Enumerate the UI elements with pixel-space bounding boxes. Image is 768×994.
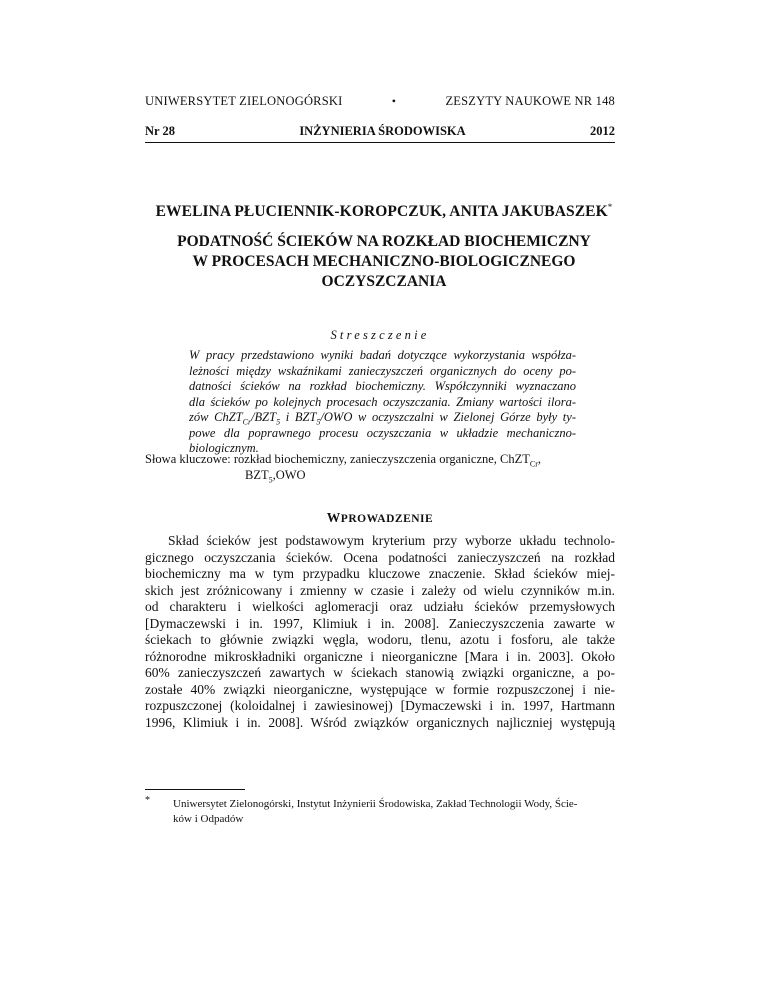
- abstract-text-run: /BZT: [251, 410, 277, 424]
- header-separator: •: [391, 94, 397, 108]
- keywords-text: ,OWO: [272, 468, 306, 482]
- abstract-line: dla ścieków po kolejnych procesach oczyszczania. Zmiany wartości ilora-: [189, 394, 576, 409]
- subscript: 5: [316, 417, 321, 427]
- body-line: skich jest zróżnicowany i zmienny w czasie i zależy od wielu czynników m.in.: [145, 582, 615, 598]
- author-names: EWELINA PŁUCIENNIK-KOROPCZUK, ANITA JAKUBASZEK: [155, 203, 608, 221]
- body-line: gicznego oczyszczania ścieków. Ocena podatności zanieczyszczeń na rozkład: [145, 549, 615, 565]
- body-line: od charakteru i wielkości aglomeracji oraz udziału ścieków przemysłowych: [145, 599, 615, 614]
- body-line: zostałe 40% związki nieorganiczne, występujące w formie rozpuszczonej i nie-: [145, 681, 615, 697]
- body-text: [145, 533, 615, 731]
- subscript: Cr: [242, 417, 252, 427]
- body-line: 1996, Klimiuk i in. 2008]. Wśród związków organicznych najliczniej występują: [145, 714, 615, 730]
- footnote-line: Uniwersytet Zielonogórski, Instytut Inżynierii Środowiska, Zakład Technologii Wody, Ście-: [173, 798, 578, 810]
- author-footnote-mark: *: [607, 202, 613, 212]
- body-line: 60% zanieczyszczeń zawartych w ściekach stanowią związki organiczne, a po-: [145, 665, 615, 680]
- subscript: 5: [276, 417, 281, 427]
- paper-title: [120, 232, 648, 292]
- footnote-rule: [145, 789, 245, 790]
- footnote-text: [145, 797, 615, 826]
- keywords-text: ,: [537, 452, 542, 466]
- keywords-line: [145, 451, 615, 467]
- header-journal: ZESZYTY NAUKOWE NR 148: [445, 94, 615, 108]
- subscript: Cr: [529, 459, 538, 469]
- running-header: [145, 94, 615, 109]
- keywords-text: Słowa kluczowe: rozkład biochemiczny, zanieczyszczenia organiczne, ChZT: [145, 452, 530, 466]
- abstract-heading: Streszczenie: [330, 328, 430, 342]
- header-rule: [145, 142, 615, 143]
- header-issue: Nr 28: [145, 124, 175, 138]
- subscript: 5: [268, 475, 273, 485]
- title-line: OCZYSZCZANIA: [321, 273, 447, 290]
- abstract-line: [189, 410, 576, 426]
- footnote-line: ków i Odpadów: [173, 812, 244, 825]
- footnote-mark: *: [145, 795, 150, 806]
- body-line: biochemiczny ma w tym przypadku kluczowe znaczenie. Skład ścieków miej-: [145, 566, 615, 581]
- footnote: [145, 797, 615, 826]
- abstract-text-run: i BZT: [280, 410, 317, 424]
- title-line: PODATNOŚĆ ŚCIEKÓW NA ROZKŁAD BIOCHEMICZNY: [177, 233, 591, 250]
- header-field: INŻYNIERIA ŚRODOWISKA: [299, 124, 466, 138]
- abstract-text-run: /OWO w oczyszczalni w Zielonej Górze były ty-: [320, 410, 576, 424]
- author-list: [100, 202, 668, 221]
- header-university: UNIWERSYTET ZIELONOGÓRSKI: [145, 94, 343, 108]
- abstract-line: powe dla poprawnego procesu oczyszczania w układzie mechaniczno-: [189, 425, 576, 440]
- abstract-text-run: zów ChZT: [189, 410, 243, 424]
- abstract-line: leżności między wskaźnikami zanieczyszczeń organicznych do oceny po-: [189, 363, 576, 378]
- keywords: [145, 451, 615, 483]
- body-line: różnorodne mikroskładniki organiczne i nieorganiczne [Mara i in. 2003]. Około: [145, 648, 615, 664]
- abstract-line: datności ścieków na rozkład biochemiczny. Współczynniki wyznaczano: [189, 379, 576, 393]
- body-line: Skład ścieków jest podstawowym kryterium przy wyborze układu technolo-: [168, 533, 615, 548]
- keywords-line: [145, 467, 615, 483]
- body-line: rozpuszczonej (koloidalnej i zawiesinowej) [Dymaczewski i in. 1997, Hartmann: [145, 698, 615, 713]
- keywords-text: BZT: [245, 468, 269, 482]
- title-line: W PROCESACH MECHANICZNO-BIOLOGICZNEGO: [192, 253, 576, 270]
- section-heading-rest: PROWADZENIE: [340, 513, 434, 525]
- abstract-line: W pracy przedstawiono wyniki badań dotyczące wykorzystania współza-: [189, 348, 576, 362]
- running-subheader: [145, 124, 615, 139]
- body-line: ściekach to głównie związki węgla, wodoru, tlenu, azotu i fosforu, ale także: [145, 632, 615, 647]
- section-heading: [145, 510, 615, 526]
- body-line: [Dymaczewski i in. 1997, Klimiuk i in. 2008]. Zanieczyszczenia zawarte w: [145, 615, 615, 631]
- abstract-line: biologicznym.: [189, 441, 259, 455]
- section-heading-initial: W: [326, 510, 341, 525]
- abstract-text: [189, 348, 576, 457]
- header-year: 2012: [590, 124, 615, 138]
